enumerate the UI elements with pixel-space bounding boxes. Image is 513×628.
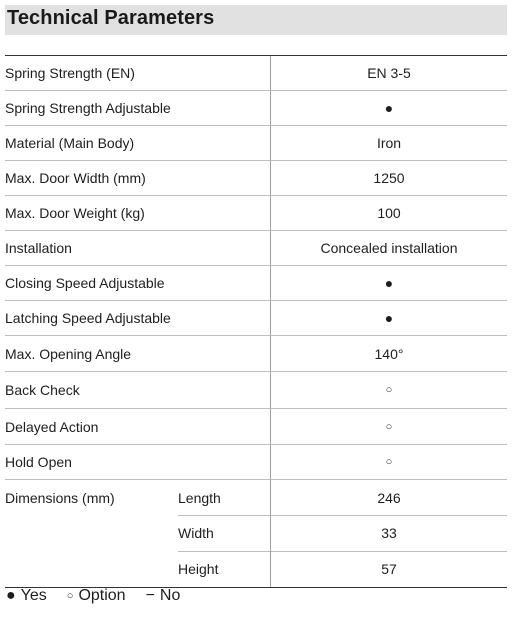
dimensions-label: Dimensions (mm): [5, 489, 115, 506]
table-row: [5, 161, 507, 196]
parameter-label: Latching Speed Adjustable: [5, 310, 171, 326]
table-row: [5, 301, 507, 336]
legend-label: No: [159, 587, 181, 604]
parameter-label: Back Check: [5, 382, 80, 398]
title-bar: [5, 5, 507, 35]
table-row: [5, 91, 507, 126]
dimension-label: Length: [178, 489, 221, 506]
option-mark: ○: [270, 445, 507, 479]
parameter-value: 140°: [270, 336, 507, 371]
table-row: [5, 266, 507, 301]
legend-item-yes: [6, 587, 47, 605]
parameter-label: Max. Opening Angle: [5, 345, 132, 362]
legend-label: Option: [78, 587, 126, 604]
option-mark: ○: [270, 372, 507, 408]
dash-icon: −: [145, 587, 155, 604]
parameter-value: 1250: [270, 161, 507, 195]
parameter-label: Installation: [5, 240, 72, 256]
yes-mark: ●: [270, 91, 507, 125]
option-mark: ○: [270, 409, 507, 444]
parameters-table: [5, 55, 507, 588]
parameter-value: EN 3-5: [270, 56, 507, 90]
dimension-label: Height: [178, 561, 219, 577]
dimension-value: 33: [270, 515, 507, 551]
table-row: [5, 336, 507, 372]
table-row: [5, 231, 507, 266]
legend-label: Yes: [20, 587, 47, 604]
parameter-value: Iron: [270, 126, 507, 160]
dimension-height-row: [178, 551, 507, 587]
dimension-value: 246: [270, 480, 507, 515]
parameter-value: 100: [270, 196, 507, 230]
parameter-label: Spring Strength (EN): [5, 65, 135, 81]
parameter-label: Max. Door Weight (kg): [5, 205, 145, 221]
table-row: [5, 409, 507, 445]
dimension-value: 57: [270, 551, 507, 587]
legend-item-no: [146, 587, 181, 605]
dimension-width-row: [178, 515, 507, 552]
parameter-label: Max. Door Width (mm): [5, 170, 146, 186]
parameter-label: Material (Main Body): [5, 135, 135, 151]
parameter-label: Hold Open: [5, 454, 72, 470]
legend-item-option: [67, 587, 126, 605]
table-row: [5, 196, 507, 231]
parameter-value: Concealed installation: [270, 231, 507, 265]
table-row: [5, 372, 507, 409]
table-row: [5, 56, 507, 91]
parameter-label: Delayed Action: [5, 418, 99, 435]
parameter-label: Spring Strength Adjustable: [5, 100, 171, 116]
open-circle-icon: ○: [66, 590, 74, 602]
dimension-length-row: [178, 480, 507, 516]
yes-mark: ●: [270, 301, 507, 335]
filled-dot-icon: ●: [6, 587, 16, 604]
parameter-label: Closing Speed Adjustable: [5, 275, 165, 291]
table-row: [5, 126, 507, 161]
yes-mark: ●: [270, 266, 507, 300]
dimensions-row: [5, 480, 507, 588]
dimension-label: Width: [178, 525, 214, 541]
page-title: Technical Parameters: [7, 7, 215, 29]
table-row: [5, 445, 507, 480]
legend: [6, 587, 200, 605]
